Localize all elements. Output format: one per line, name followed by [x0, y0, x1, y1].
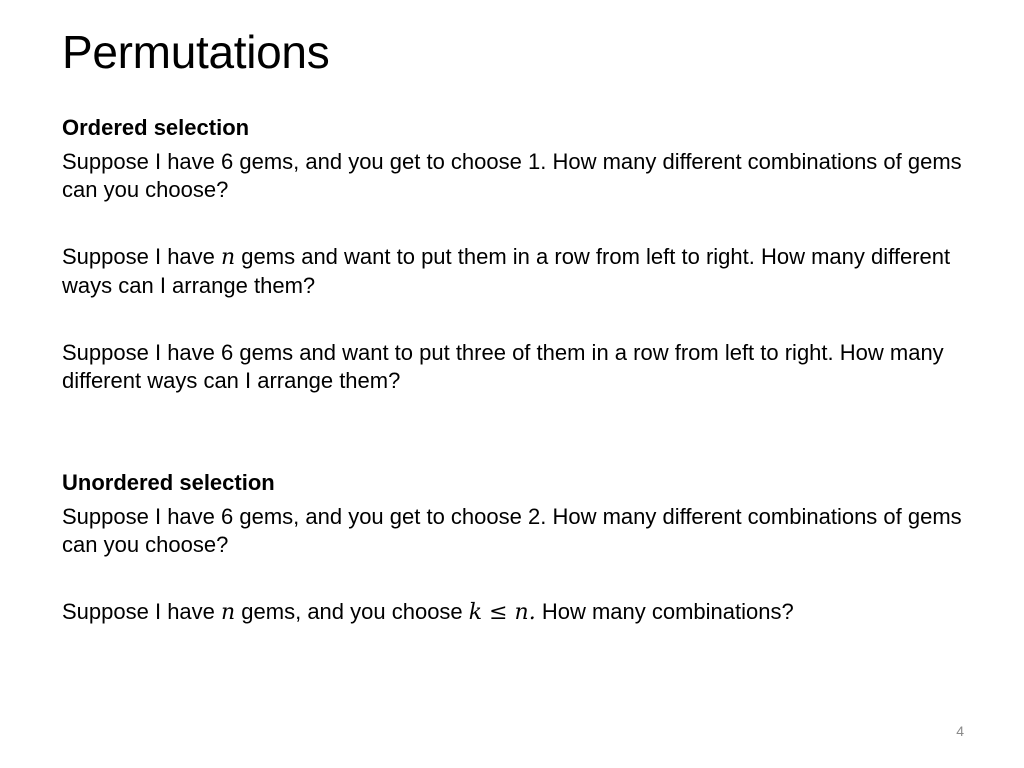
- math-variable-n: n: [221, 600, 236, 625]
- ordered-question-3: Suppose I have 6 gems and want to put three of them in a row from left to right. How many different ways can I arrange them?: [62, 340, 944, 393]
- ordered-selection-heading: Ordered selection: [62, 115, 250, 140]
- unordered-question-2-prefix: Suppose I have: [62, 599, 222, 624]
- ordered-question-2-prefix: Suppose I have: [62, 244, 222, 269]
- ordered-question-2: [62, 243, 962, 300]
- math-period: .: [528, 600, 536, 625]
- ordered-question-1: Suppose I have 6 gems, and you get to choose 1. How many different combinations of gems can you choose?: [62, 149, 962, 202]
- unordered-question-2-middle: gems, and you choose: [235, 599, 469, 624]
- math-expression-k-leq-n: k ≤ n: [468, 600, 529, 625]
- unordered-question-2-suffix: How many combinations?: [535, 599, 794, 624]
- unordered-selection-heading: Unordered selection: [62, 470, 275, 495]
- unordered-question-2: [62, 598, 962, 627]
- page-number: 4: [956, 723, 964, 739]
- math-variable-n: n: [221, 245, 236, 270]
- unordered-question-1: Suppose I have 6 gems, and you get to choose 2. How many different combinations of gems can you choose?: [62, 504, 962, 557]
- slide-title: Permutations: [62, 26, 330, 78]
- ordered-question-2-suffix: gems and want to put them in a row from left to right. How many different ways can I arrange them?: [62, 244, 951, 298]
